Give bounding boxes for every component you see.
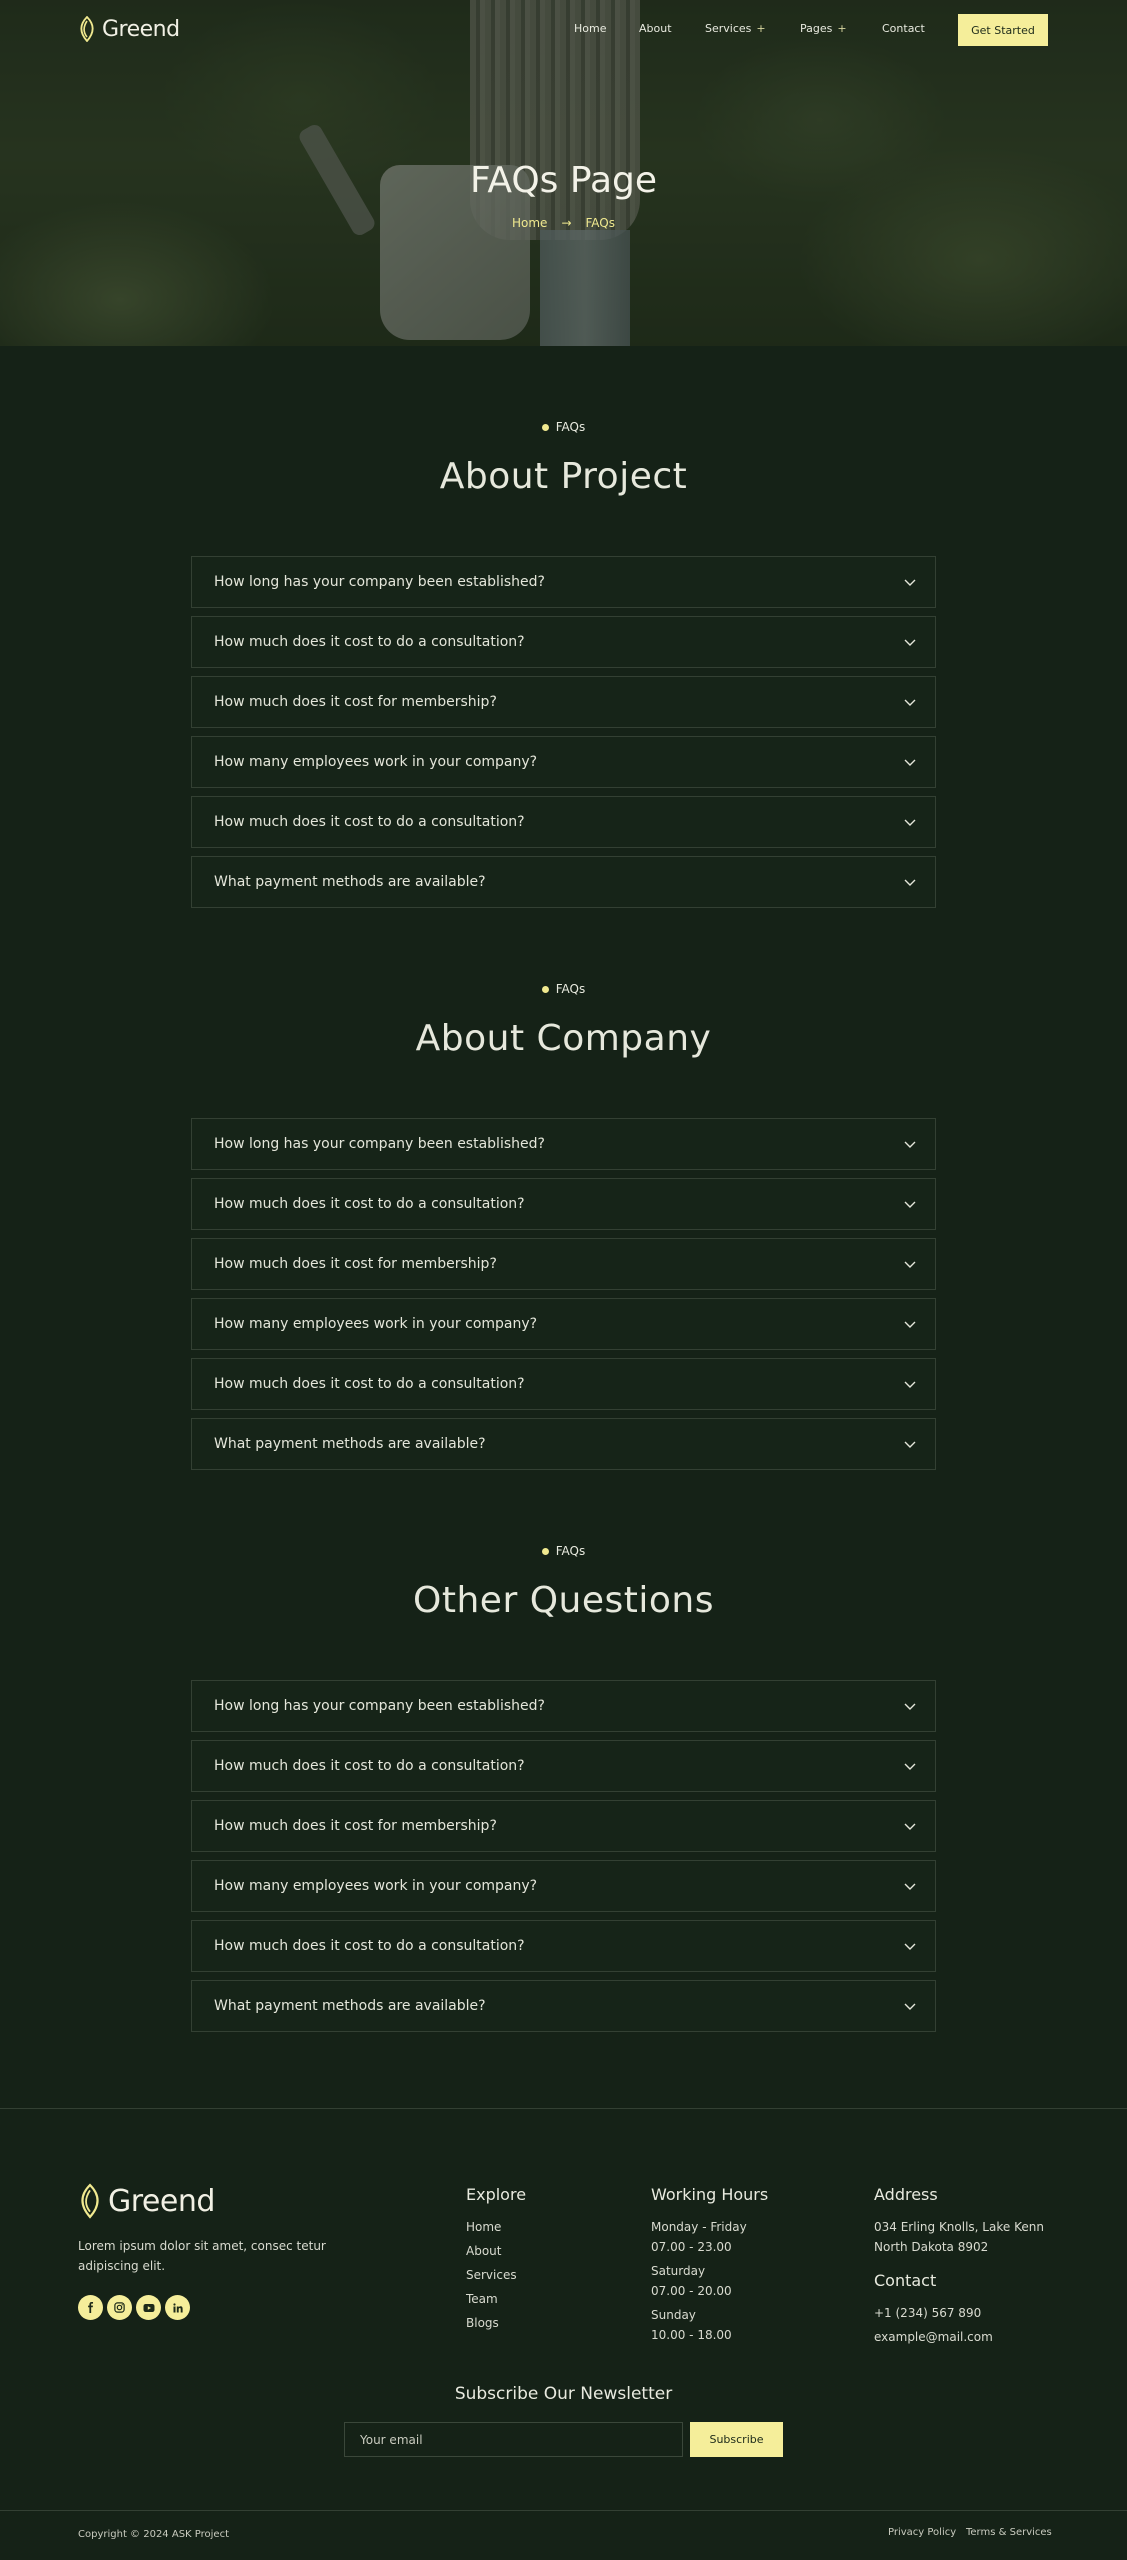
eyebrow-label: FAQs [555,1544,586,1558]
chevron-down-icon [903,1376,917,1390]
breadcrumb-current: FAQs [585,216,615,230]
nav-label: About [639,22,672,35]
breadcrumb-home[interactable]: Home [512,216,548,230]
eyebrow-label: FAQs [555,420,586,434]
faq-question: How much does it cost for membership? [214,1256,497,1272]
hero-banner [0,0,1127,346]
faq-item[interactable] [191,1358,936,1410]
dot-icon [542,1548,549,1555]
faq-question: How much does it cost for membership? [214,1818,497,1834]
contact-email[interactable]: example@mail.com [874,2330,993,2344]
chevron-down-icon [903,874,917,888]
chevron-down-icon [903,1256,917,1270]
section-title: Other Questions [413,1580,714,1621]
facebook-icon[interactable] [78,2295,103,2320]
footer-link-blogs[interactable]: Blogs [466,2316,499,2330]
faq-question: How much does it cost for membership? [214,694,497,710]
terms-link[interactable]: Terms & Services [966,2527,1052,2538]
faq-question: How long has your company been established? [214,1136,545,1152]
faq-question: How many employees work in your company? [214,754,538,770]
newsletter-title: Subscribe Our Newsletter [454,2384,673,2404]
chevron-down-icon [903,634,917,648]
faq-item[interactable] [191,1238,936,1290]
footer-link-team[interactable]: Team [466,2292,498,2306]
hours-time: 10.00 - 18.00 [651,2328,732,2342]
nav-label: Contact [882,22,925,35]
chevron-down-icon [903,1878,917,1892]
faq-item[interactable] [191,1298,936,1350]
faq-item[interactable] [191,1800,936,1852]
faq-question: What payment methods are available? [214,1436,486,1452]
subscribe-button[interactable]: Subscribe [690,2422,783,2457]
instagram-icon[interactable] [107,2295,132,2320]
contact-phone[interactable]: +1 (234) 567 890 [874,2306,982,2320]
address-title: Address [874,2185,938,2204]
brand-logo[interactable] [78,16,180,42]
nav-label: Home [574,22,607,35]
contact-title: Contact [874,2271,937,2290]
faq-question: How many employees work in your company? [214,1316,538,1332]
faq-question: What payment methods are available? [214,1998,486,2014]
footer-bottom-divider [0,2510,1127,2511]
dot-icon [542,424,549,431]
hours-time: 07.00 - 23.00 [651,2240,732,2254]
nav-label: Pages [800,22,833,35]
faq-item[interactable] [191,796,936,848]
main-nav [0,0,1127,60]
faq-item[interactable] [191,856,936,908]
page-title: FAQs Page [469,160,658,201]
address-line-2: North Dakota 8902 [874,2240,989,2254]
get-started-button[interactable]: Get Started [958,14,1048,46]
chevron-down-icon [903,754,917,768]
faq-question: How much does it cost to do a consultation? [214,634,525,650]
plus-icon: + [837,22,847,35]
faq-item[interactable] [191,1118,936,1170]
nav-item-contact[interactable] [882,22,925,35]
hours-day: Sunday [651,2308,696,2322]
faq-item[interactable] [191,1980,936,2032]
faq-question: How much does it cost to do a consultation? [214,1376,525,1392]
chevron-down-icon [903,1938,917,1952]
faq-question: How many employees work in your company? [214,1878,538,1894]
explore-title: Explore [466,2185,527,2204]
footer-brand-name: Greend [108,2183,215,2219]
section-eyebrow [0,420,1127,434]
footer-divider [0,2108,1127,2109]
chevron-down-icon [903,1316,917,1330]
arrow-right-icon: → [561,216,572,230]
faq-question: How much does it cost to do a consultation? [214,1196,525,1212]
faq-question: How much does it cost to do a consultation? [214,1758,525,1774]
newsletter-email-input[interactable] [344,2422,683,2457]
nav-label: Services [705,22,752,35]
chevron-down-icon [903,1698,917,1712]
address-line-1: 034 Erling Knolls, Lake Kenn [874,2220,1044,2234]
section-title: About Company [415,1018,712,1059]
chevron-down-icon [903,814,917,828]
chevron-down-icon [903,574,917,588]
faq-question: How long has your company been established? [214,1698,545,1714]
chevron-down-icon [903,694,917,708]
faq-question: How much does it cost to do a consultation? [214,1938,525,1954]
chevron-down-icon [903,1436,917,1450]
faq-item[interactable] [191,1920,936,1972]
copyright: Copyright © 2024 ASK Project [78,2529,229,2540]
faq-item[interactable] [191,1860,936,1912]
working-hours-title: Working Hours [651,2185,769,2204]
faq-item[interactable] [191,1740,936,1792]
footer-brand-logo[interactable] [78,2182,215,2220]
nav-item-services[interactable] [705,22,766,35]
dot-icon [542,986,549,993]
faq-question: How much does it cost to do a consultation? [214,814,525,830]
faq-item[interactable] [191,736,936,788]
faq-item[interactable] [191,556,936,608]
hours-day: Saturday [651,2264,706,2278]
chevron-down-icon [903,1196,917,1210]
faq-item[interactable] [191,616,936,668]
brand-name: Greend [102,16,180,42]
breadcrumb [0,216,1127,230]
youtube-icon[interactable] [136,2295,161,2320]
leaf-logo-icon [78,2182,102,2220]
nav-item-about[interactable] [639,22,672,35]
nav-item-home[interactable] [574,22,606,35]
leaf-logo-icon [78,16,96,42]
privacy-policy-link[interactable]: Privacy Policy [888,2527,957,2538]
faq-question: What payment methods are available? [214,874,486,890]
footer-link-home[interactable]: Home [466,2220,502,2234]
chevron-down-icon [903,1998,917,2012]
chevron-down-icon [903,1136,917,1150]
eyebrow-label: FAQs [555,982,586,996]
section-eyebrow [0,1544,1127,1558]
footer-link-about[interactable]: About [466,2244,502,2258]
footer-link-services[interactable]: Services [466,2268,517,2282]
faq-item[interactable] [191,1418,936,1470]
hours-day: Monday - Friday [651,2220,747,2234]
section-eyebrow [0,982,1127,996]
faq-question: How long has your company been established? [214,574,545,590]
social-links [78,2295,190,2320]
faq-item[interactable] [191,676,936,728]
faq-item[interactable] [191,1178,936,1230]
nav-item-pages[interactable] [800,22,847,35]
chevron-down-icon [903,1758,917,1772]
plus-icon: + [756,22,766,35]
linkedin-icon[interactable] [165,2295,190,2320]
hours-time: 07.00 - 20.00 [651,2284,732,2298]
footer-description: Lorem ipsum dolor sit amet, consec tetur adipiscing elit. [78,2239,326,2273]
faq-item[interactable] [191,1680,936,1732]
section-title: About Project [439,456,688,497]
chevron-down-icon [903,1818,917,1832]
